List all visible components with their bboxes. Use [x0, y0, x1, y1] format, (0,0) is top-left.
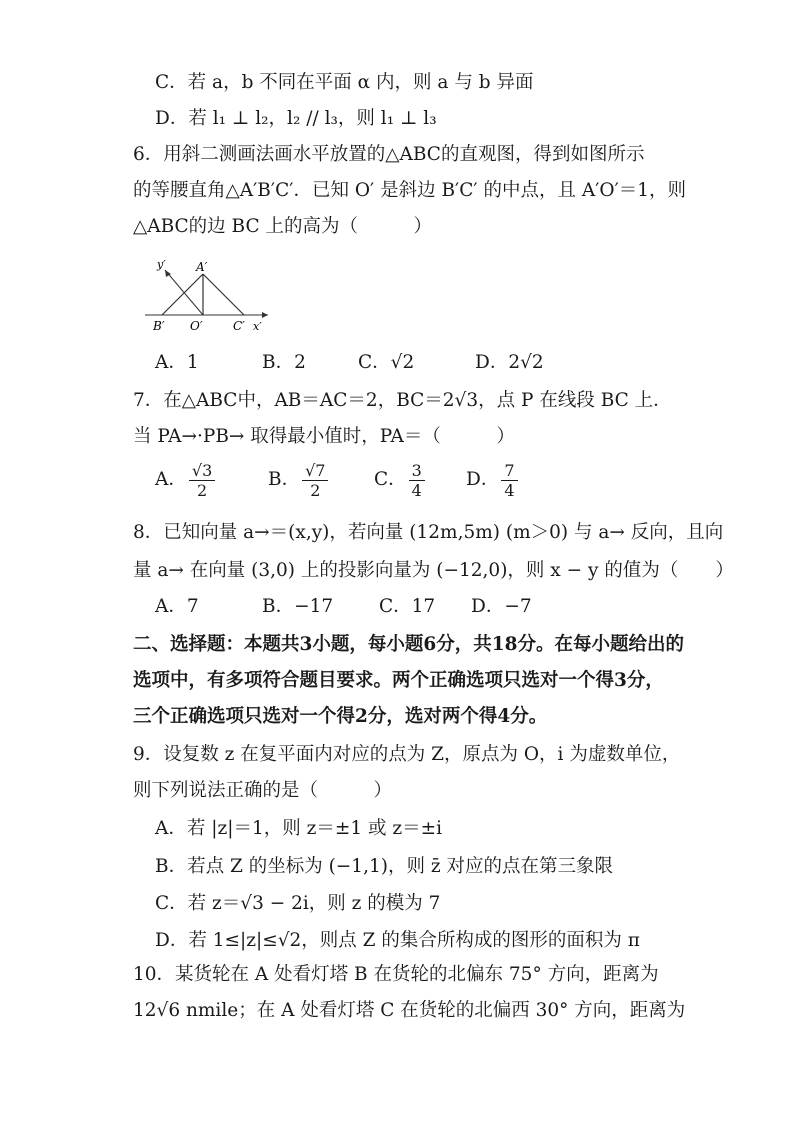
q9-text-line-1: 9．设复数 z 在复平面内对应的点为 Z，原点为 O，i 为虚数单位，	[133, 744, 681, 765]
label-b: B′	[153, 319, 165, 333]
q6-choices	[155, 350, 544, 376]
q7-choice-c-fraction	[409, 461, 425, 500]
q10-text-line-1: 10．某货轮在 A 处看灯塔 B 在货轮的北偏东 75° 方向，距离为	[133, 964, 659, 985]
q8-choices	[155, 594, 532, 620]
section2-heading-line-1: 二、选择题：本题共3小题，每小题6分，共18分。在每小题给出的	[133, 634, 684, 655]
q5-option-d: D．若 l₁ ⊥ l₂，l₂ // l₃，则 l₁ ⊥ l₃	[155, 108, 437, 129]
q9-option-c: C．若 z＝√3 − 2i，则 z 的模为 7	[155, 893, 441, 914]
label-o: O′	[190, 319, 203, 333]
q8-choice-c: C．17	[379, 596, 436, 617]
q6-text-line-1: 6．用斜二测画法画水平放置的△ABC的直观图，得到如图所示	[133, 144, 645, 165]
q7-choice-c-num: 3	[409, 461, 425, 481]
q6-choice-b: B．2	[262, 352, 306, 373]
q9-option-a: A．若 |z|＝1，则 z＝±1 或 z＝±i	[155, 818, 443, 839]
q6-text-line-3: △ABC的边 BC 上的高为（ ）	[133, 216, 433, 237]
q7-choice-a-num: √3	[189, 461, 215, 481]
q7-choice-d	[466, 458, 520, 502]
label-y: y′	[157, 258, 166, 271]
q6-choice-a: A．1	[155, 352, 199, 373]
q8-choice-d: D．−7	[471, 596, 532, 617]
q9-text-line-2: 则下列说法正确的是（ ）	[133, 780, 393, 801]
q6-choice-d: D．2√2	[475, 352, 544, 373]
q8-choice-b: B．−17	[262, 596, 334, 617]
label-a: A′	[196, 260, 208, 274]
q7-choice-c-den: 4	[411, 480, 422, 500]
q8-text-line-1: 8．已知向量 a→＝(x,y)，若向量 (12m,5m) (m＞0) 与 a→ 反向，且向	[133, 522, 724, 543]
q8-choice-a: A．7	[155, 596, 199, 617]
q6-text-line-2: 的等腰直角△A′B′C′．已知 O′ 是斜边 B′C′ 的中点，且 A′O′＝1，则	[133, 180, 687, 201]
q7-choice-d-num: 7	[501, 461, 517, 481]
q8-text-line-2: 量 a→ 在向量 (3,0) 上的投影向量为 (−12,0)，则 x − y 的值为（ ）	[133, 560, 734, 581]
q7-text-line-1: 7．在△ABC中，AB＝AC＝2，BC＝2√3，点 P 在线段 BC 上．	[133, 390, 672, 411]
q7-choice-b-letter: B．	[268, 469, 301, 490]
q7-choice-a-letter: A．	[155, 469, 187, 490]
label-x: x′	[253, 320, 262, 333]
side-a-c	[203, 274, 244, 315]
q7-choice-a-fraction	[189, 461, 215, 500]
q7-choice-a-den: 2	[196, 480, 208, 500]
q6-choice-c: C．√2	[358, 352, 415, 373]
section2-heading-line-2: 选项中，有多项符合题目要求。两个正确选项只选对一个得3分，	[133, 670, 664, 691]
q7-choice-b	[268, 458, 374, 502]
q9-option-b: B．若点 Z 的坐标为 (−1,1)，则 z̄ 对应的点在第三象限	[155, 856, 613, 877]
q7-choice-d-fraction	[501, 461, 517, 500]
q7-choice-a	[155, 458, 268, 502]
q5-option-c: C．若 a，b 不同在平面 α 内，则 a 与 b 异面	[155, 72, 534, 93]
q7-choices	[155, 458, 520, 502]
side-b-a	[162, 274, 203, 315]
section2-heading-line-3: 三个正确选项只选对一个得2分，选对两个得4分。	[133, 706, 548, 727]
q7-choice-c-letter: C．	[374, 469, 407, 490]
x-axis-arrow	[262, 312, 268, 318]
q7-choice-b-fraction	[302, 461, 328, 500]
q9-option-d: D．若 1≤|z|≤√2，则点 Z 的集合所构成的图形的面积为 π	[155, 930, 640, 951]
q7-choice-d-den: 4	[504, 480, 515, 500]
q7-text-line-2: 当 PA→·PB→ 取得最小值时，PA＝（ ）	[133, 426, 515, 447]
q7-choice-b-num: √7	[302, 461, 328, 481]
q6-diagram	[140, 258, 275, 336]
q7-choice-b-den: 2	[310, 480, 321, 500]
q10-text-line-2: 12√6 nmile；在 A 处看灯塔 C 在货轮的北偏西 30° 方向，距离为	[133, 1000, 686, 1021]
q7-choice-c	[374, 458, 466, 502]
q7-choice-d-letter: D．	[466, 469, 500, 490]
label-c: C′	[233, 319, 245, 333]
